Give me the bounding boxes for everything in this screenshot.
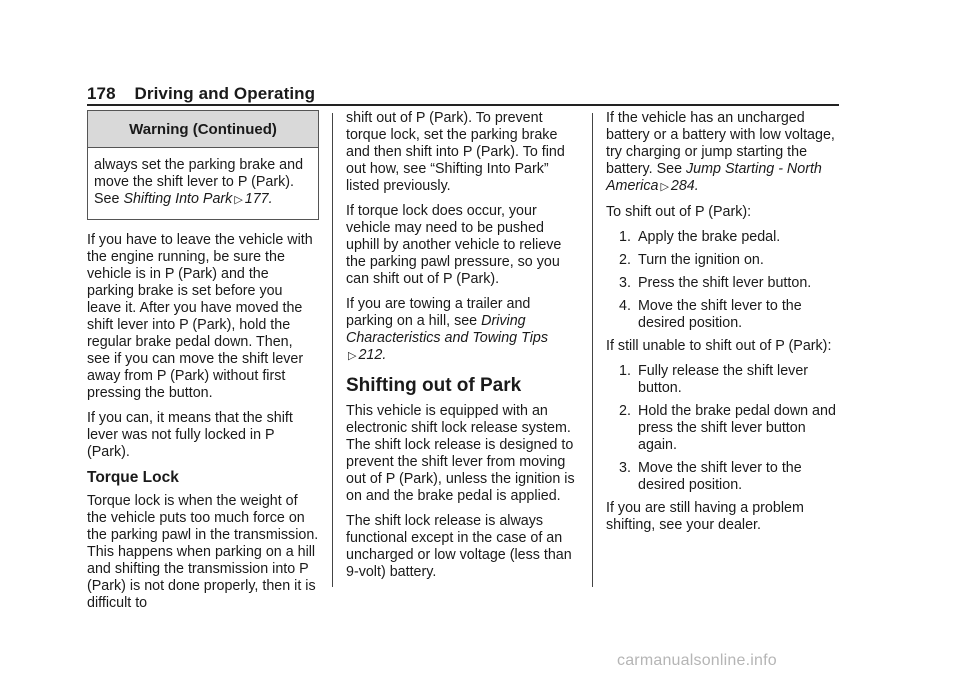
paragraph: If still unable to shift out of P (Park): xyxy=(606,338,832,354)
warning-box xyxy=(87,110,319,220)
towing-tips-page[interactable]: 212 xyxy=(358,347,383,363)
warning-ref-link[interactable]: Shifting Into Park xyxy=(123,191,233,207)
column-divider-2 xyxy=(592,113,593,587)
paragraph-text: If the vehicle has an uncharged battery or a battery with low voltage, try charging or jump starting the battery. See xyxy=(606,110,835,177)
column-1 xyxy=(87,110,319,620)
page-header xyxy=(87,84,315,104)
list-item: 2. Turn the ignition on. xyxy=(619,252,764,268)
paragraph: To shift out of P (Park): xyxy=(606,204,752,220)
paragraph: If you are towing a trailer and parking on a hill, see Driving Characteristics and Towing Tips ▷ 212. xyxy=(346,296,548,363)
page-ref-icon: ▷ xyxy=(348,350,357,362)
page-ref-icon: ▷ xyxy=(660,181,669,193)
paragraph: If torque lock does occur, your vehicle may need to be pushed uphill by another vehicle to relieve the parking pawl pressure, so you can shift out of P (Park). xyxy=(346,203,562,287)
heading-torque-lock: Torque Lock xyxy=(87,469,179,486)
list-item: 1. Apply the brake pedal. xyxy=(619,229,781,245)
paragraph: If you are still having a problem shifting, see your dealer. xyxy=(606,500,804,533)
list-item: 3. Press the shift lever button. xyxy=(619,275,812,291)
column-divider-1 xyxy=(332,113,333,587)
paragraph: This vehicle is equipped with an electronic shift lock release system. The shift lock release is designed to prevent the shift lever from moving out of P (Park), unless the ignition is on and the brake pedal is applied. xyxy=(346,403,575,504)
warning-body: always set the parking brake and move the shift lever to P (Park). See Shifting Into Park ▷ 177. xyxy=(94,157,304,207)
heading-shifting-out-of-park: Shifting out of Park xyxy=(346,375,522,396)
list-item: 3. Move the shift lever to the desired position. xyxy=(619,460,802,493)
column-2 xyxy=(346,110,581,589)
paragraph: If the vehicle has an uncharged battery or a battery with low voltage, try charging or jump starting the battery. See Jump Starting - North America ▷ 284. xyxy=(606,110,835,194)
list-item: 4. Move the shift lever to the desired position. xyxy=(619,298,802,331)
page-number: 178 xyxy=(87,84,116,103)
warning-text: always set the parking brake and move the shift lever to P (Park). See xyxy=(94,157,304,207)
steps-list-1 xyxy=(606,229,841,332)
warning-ref-page[interactable]: 177 xyxy=(244,191,269,207)
warning-title: Warning (Continued) xyxy=(88,111,318,148)
list-item: 1. Fully release the shift lever button. xyxy=(619,363,809,396)
paragraph: shift out of P (Park). To prevent torque lock, set the parking brake and then shift into P (Park). To find out how, see “Shifting Into Park” listed previously. xyxy=(346,110,565,194)
paragraph: Torque lock is when the weight of the vehicle puts too much force on the parking pawl in the transmission. This happens when parking on a hill and shifting the transmission into P (Park) is not done properly, then it is difficult to xyxy=(87,493,319,611)
header-rule xyxy=(87,104,839,106)
jump-starting-page[interactable]: 284 xyxy=(670,178,695,194)
list-item: 2. Hold the brake pedal down and press the shift lever button again. xyxy=(619,403,836,453)
towing-tips-link[interactable]: Driving Characteristics and Towing Tips xyxy=(346,313,548,346)
watermark: carmanualsonline.info xyxy=(617,652,777,669)
paragraph: If you have to leave the vehicle with the engine running, be sure the vehicle is in P (Park) and the parking brake is set before you leave it. After you have moved the shift lever into P (Park), hold the regular brake pedal down. Then, see if you can move the shift lever away from P (Park) without first pressing the button. xyxy=(87,232,313,401)
paragraph-text: If you are towing a trailer and parking on a hill, see xyxy=(346,296,531,329)
jump-starting-link[interactable]: Jump Starting - North America xyxy=(606,161,822,194)
column-3 xyxy=(606,110,841,542)
steps-list-2 xyxy=(606,363,841,494)
page-ref-icon: ▷ xyxy=(234,194,243,206)
paragraph: The shift lock release is always functional except in the case of an uncharged or low voltage (less than 9-volt) battery. xyxy=(346,513,572,580)
section-title: Driving and Operating xyxy=(134,84,316,103)
paragraph: If you can, it means that the shift lever was not fully locked in P (Park). xyxy=(87,410,293,460)
